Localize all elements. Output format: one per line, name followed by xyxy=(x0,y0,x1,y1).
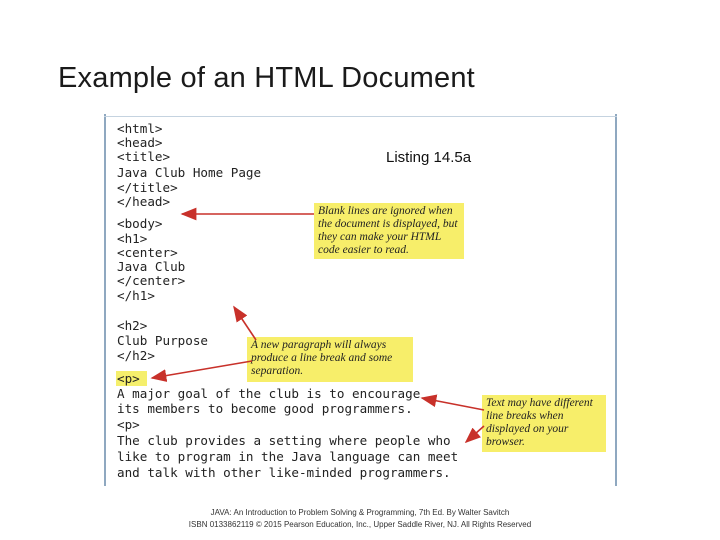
code-line: Club Purpose xyxy=(117,333,208,348)
arrow-to-line-break-2 xyxy=(466,426,484,442)
caption-line-2: ISBN 0133862119 © 2015 Pearson Education, Inc., Upper Saddle River, NJ. All Rights Reserved xyxy=(188,520,532,529)
code-line: Java Club Home Page xyxy=(117,165,262,180)
code-line: its members to become good programmers. xyxy=(117,401,413,416)
arrow-to-line-break-1 xyxy=(422,398,484,410)
code-line: <h1> xyxy=(117,231,148,246)
listing-label: Listing 14.5a xyxy=(386,149,472,166)
code-line: </head> xyxy=(117,194,171,209)
code-line: <p> xyxy=(117,371,140,386)
code-line: </h1> xyxy=(117,288,155,303)
code-line: Java Club xyxy=(117,259,186,274)
code-line: </center> xyxy=(117,273,186,288)
code-line: <h2> xyxy=(117,318,148,333)
code-line: A major goal of the club is to encourage xyxy=(117,386,421,401)
code-line: <head> xyxy=(117,135,163,150)
note-new-paragraph: A new paragraph will always produce a line break and some separation. xyxy=(247,337,413,382)
code-line: like to program in the Java language can meet xyxy=(117,449,459,464)
code-line: <html> xyxy=(117,121,163,136)
arrow-to-h2-gap xyxy=(234,307,256,340)
callout-arrows xyxy=(104,114,617,486)
code-line: and talk with other like-minded programmers. xyxy=(117,465,451,480)
note-line-breaks: Text may have different line breaks when displayed on your browser. xyxy=(482,395,606,452)
code-line: </h2> xyxy=(117,348,155,363)
arrow-to-p-tag xyxy=(152,361,252,378)
note-blank-lines: Blank lines are ignored when the document is displayed, but they can make your HTML code easier to read. xyxy=(314,203,464,259)
caption-line-1: JAVA: An Introduction to Problem Solving & Programming, 7th Ed. By Walter Savitch xyxy=(210,508,510,517)
code-line: <p> xyxy=(117,417,140,432)
code-line: <body> xyxy=(117,216,163,231)
code-listing-figure xyxy=(104,114,617,486)
slide-title: Example of an HTML Document xyxy=(58,62,475,94)
code-line: <center> xyxy=(117,245,178,260)
code-line: </title> xyxy=(117,180,178,195)
code-line: The club provides a setting where people who xyxy=(117,433,451,448)
code-line: <title> xyxy=(117,149,171,164)
